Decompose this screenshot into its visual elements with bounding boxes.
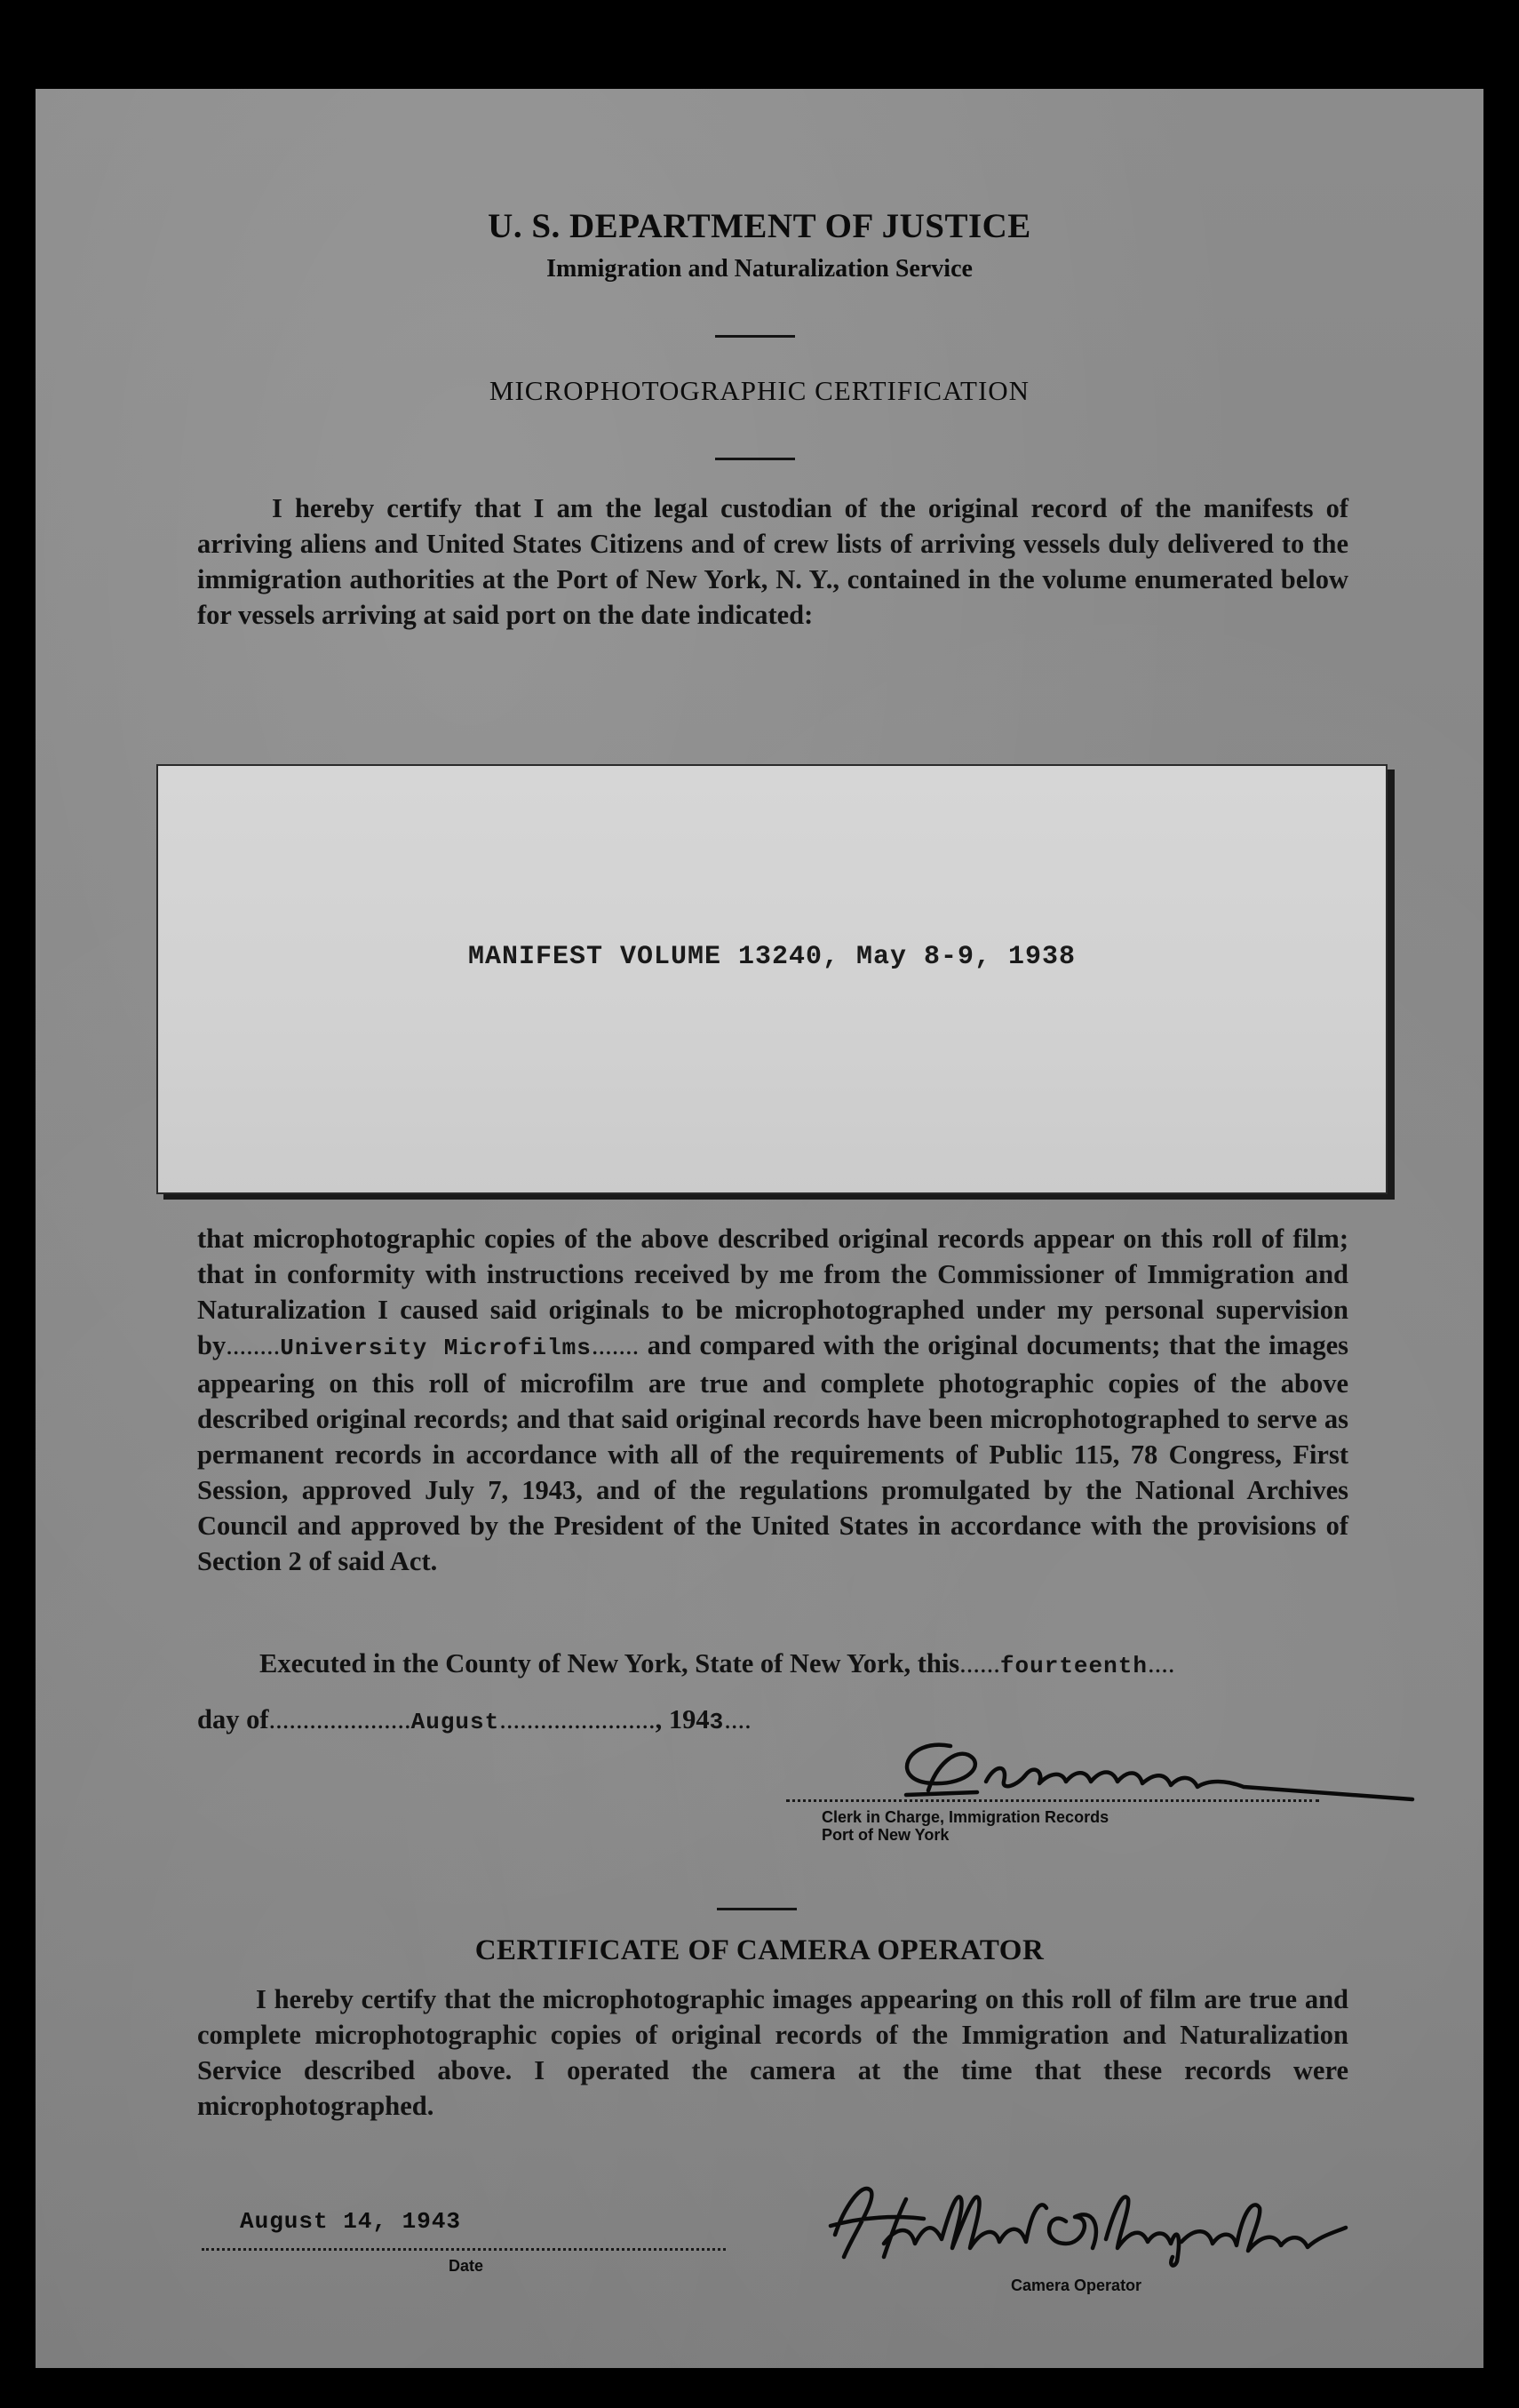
dotted-leader: ......: [959, 1648, 1000, 1678]
department-title: U. S. DEPARTMENT OF JUSTICE: [488, 207, 1031, 245]
clerk-title-line2: Port of New York: [822, 1826, 950, 1844]
certification-heading: MICROPHOTOGRAPHIC CERTIFICATION: [489, 375, 1030, 406]
executed-prefix: Executed in the County of New York, State of New York, this: [259, 1648, 960, 1678]
execution-month-value: August: [410, 1709, 500, 1735]
dotted-leader: ........: [226, 1330, 281, 1360]
camera-operator-heading: CERTIFICATE OF CAMERA OPERATOR: [474, 1934, 1045, 1966]
body-text-part2: and compared with the original documents; that the images appearing on this roll of microfilm are true and complete photographic copies of the above described original records; and that said original records have been microphotographed to serve as permanent records in accordance with all of the requirements of Public 115, 78 Congress, First Session, approved July 7, 1943, and of the regulations promulgated by the National Archives Council and approved by the President of the United States in accordance with the provisions of Section 2 of said Act.: [197, 1330, 1349, 1576]
divider-rule: [715, 335, 795, 338]
camera-operator-paragraph: I hereby certify that the microphotographic images appearing on this roll of film are true and complete microphotographic copies of original records of the Immigration and Naturalization Service described above. I operated the camera at the time that these records were microphotographed.: [197, 1984, 1348, 2121]
dotted-leader: .......: [591, 1330, 640, 1360]
certificate-page: [36, 89, 1483, 2368]
year-prefix: , 194: [655, 1704, 710, 1734]
divider-rule: [715, 458, 795, 460]
service-subtitle: Immigration and Naturalization Service: [546, 255, 973, 283]
clerk-signature-line: [786, 1799, 1319, 1802]
microfilmed-by-value: University Microfilms: [280, 1335, 592, 1361]
dotted-leader: ....: [724, 1704, 752, 1734]
dotted-leader: .....................: [268, 1704, 411, 1734]
manifest-volume-label: MANIFEST VOLUME 13240, May 8-9, 1938: [467, 942, 1077, 972]
certification-body: [197, 1221, 1348, 1579]
record-card: [156, 764, 1388, 1194]
camera-operator-label: Camera Operator: [1011, 2276, 1142, 2294]
execution-day-value: fourteenth: [999, 1653, 1148, 1679]
clerk-signature: [853, 1728, 1421, 1808]
dotted-leader: ....: [1147, 1648, 1175, 1678]
operator-signature: [799, 2173, 1368, 2270]
divider-rule: [717, 1908, 797, 1910]
dotted-leader: .......................: [499, 1704, 656, 1734]
clerk-title-line1: Clerk in Charge, Immigration Records: [822, 1808, 1109, 1826]
operator-date-value: August 14, 1943: [240, 2208, 462, 2235]
intro-paragraph: I hereby certify that I am the legal custodian of the original record of the manifests of arriving aliens and United States Citizens and of crew lists of arriving vessels duly delivered to the immigration authorities at the Port of New York, N. Y., contained in the volume enumerated below for vessels arriving at said port on the date indicated:: [197, 493, 1348, 630]
date-signature-line: [202, 2248, 726, 2251]
day-of-prefix: day of: [197, 1704, 269, 1734]
clerk-title: [822, 1808, 1109, 1844]
date-label: Date: [449, 2257, 484, 2275]
executed-line: [259, 1648, 1352, 1679]
year-suffix-value: 3: [709, 1709, 725, 1735]
body-text-part1: that microphotographic copies of the above described original records appear on this roll of film; that in conformity with instructions received by me from the Commissioner of Immigration and Naturalization I caused said originals to be microphotographed under my personal supervision by: [197, 1224, 1348, 1360]
